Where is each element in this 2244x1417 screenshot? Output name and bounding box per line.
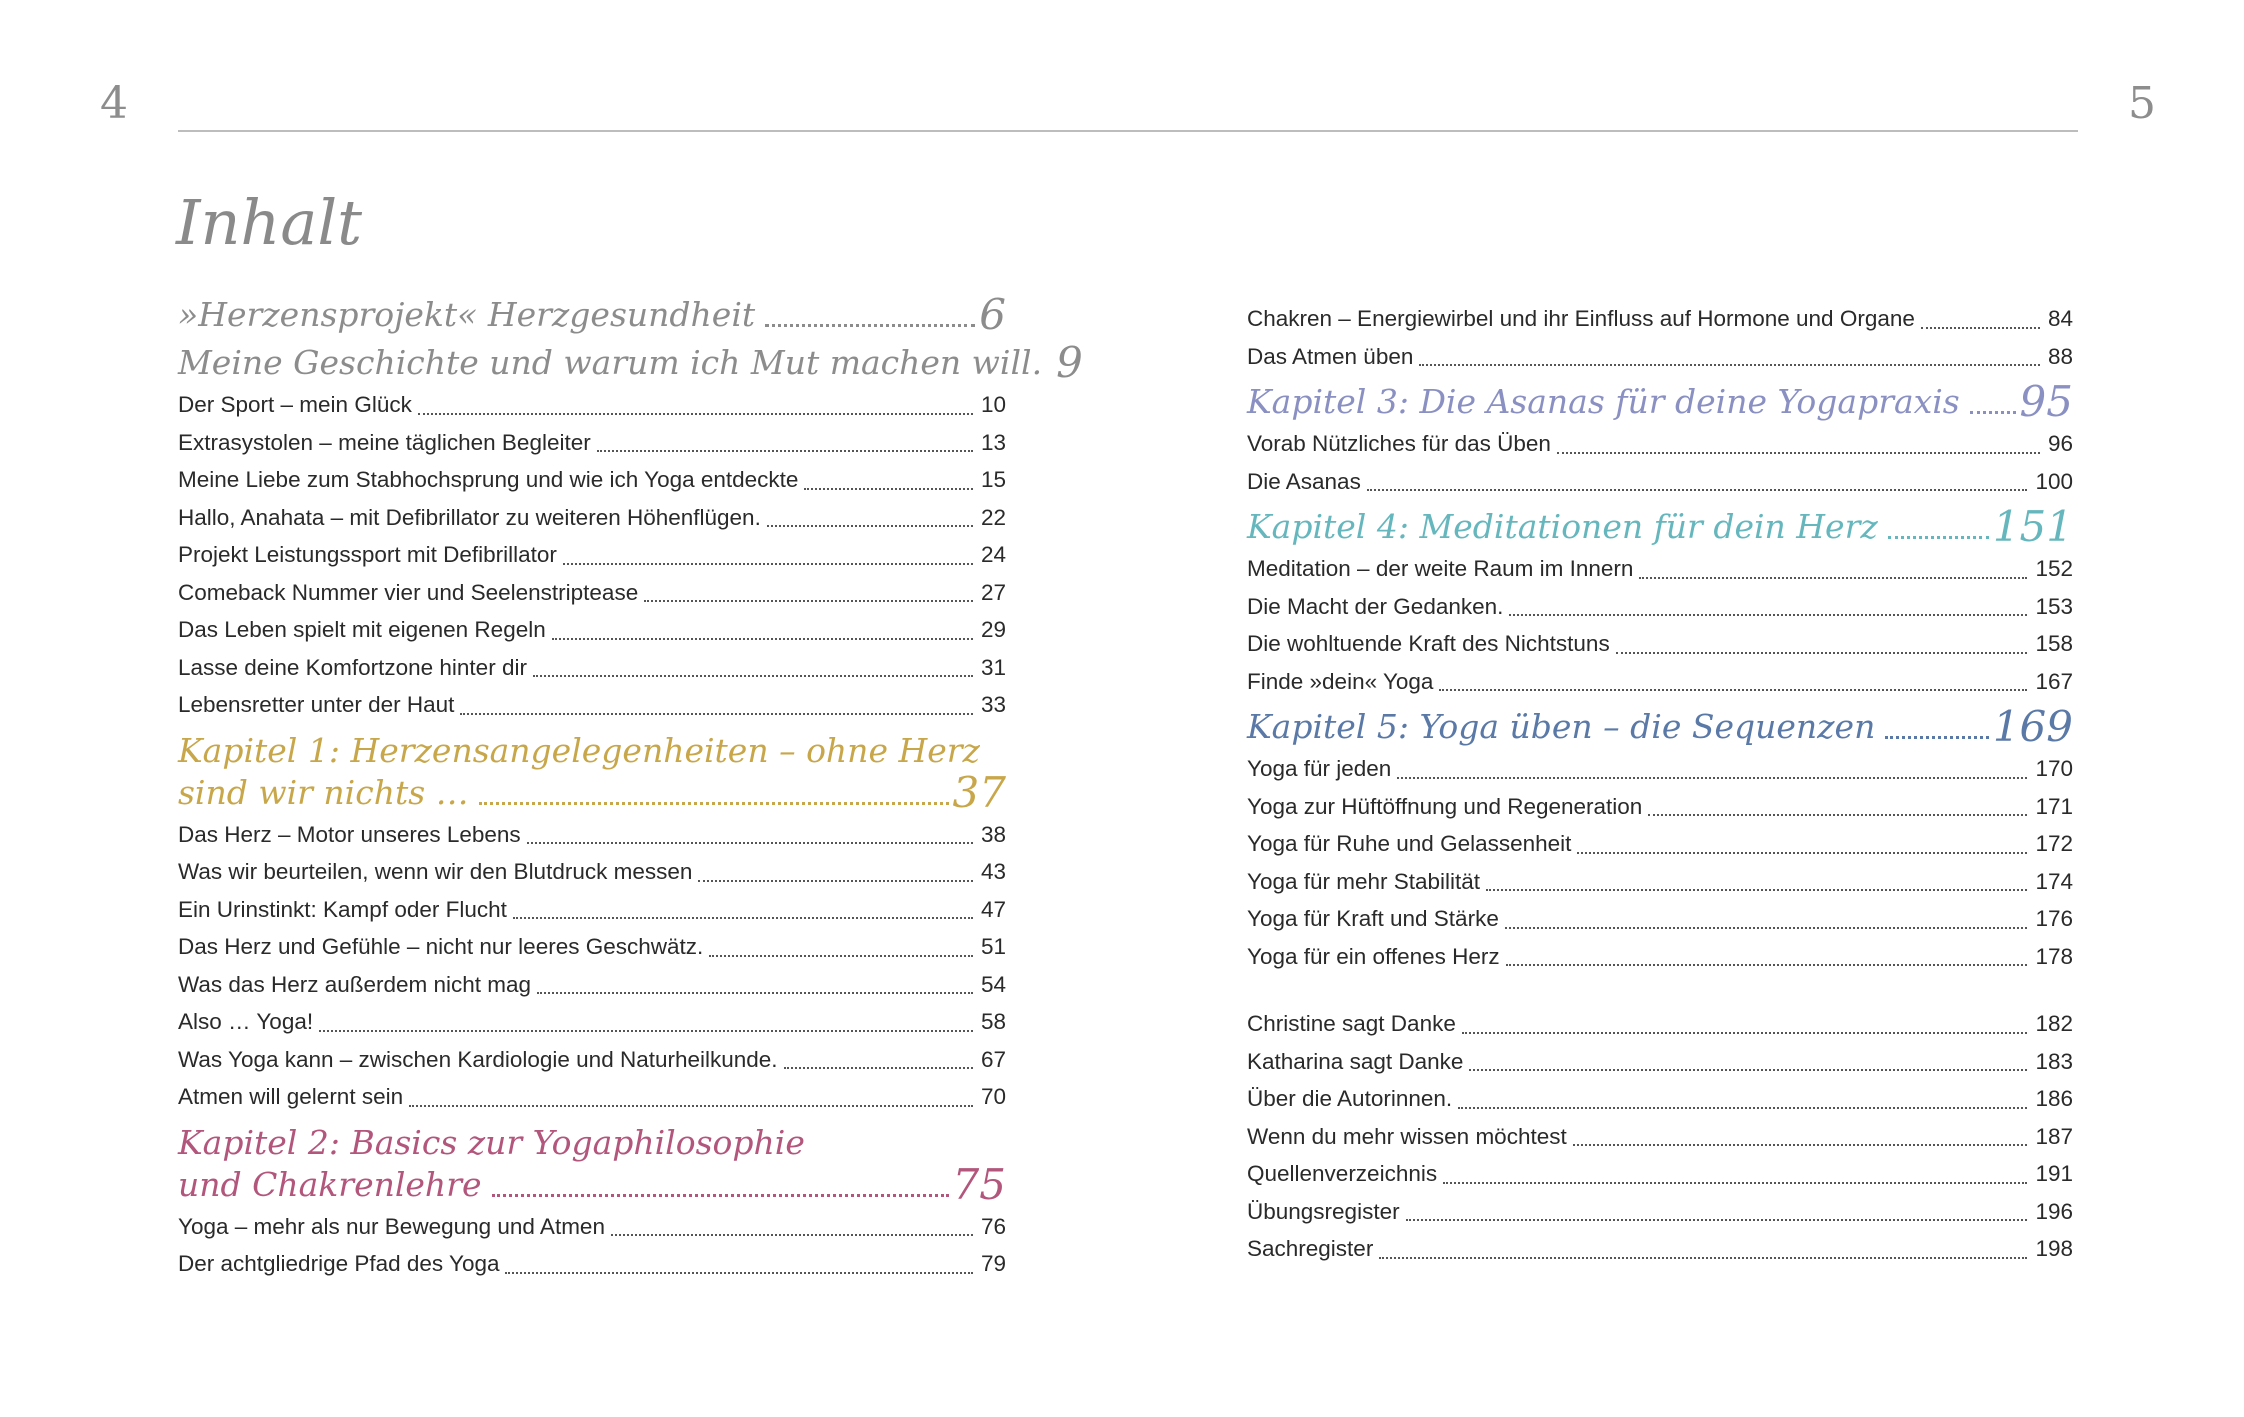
entry-page-number: 186 — [2035, 1086, 2073, 1111]
entry-title: Die wohltuende Kraft des Nichtstuns — [1247, 631, 1610, 656]
entry-title: Über die Autorinnen. — [1247, 1086, 1453, 1111]
dot-leader — [409, 1105, 973, 1107]
chapter-title: Kapitel 4: Meditationen für dein Herz — [1247, 507, 1878, 546]
dot-leader — [1557, 452, 2040, 454]
entry-page-number: 196 — [2035, 1198, 2073, 1224]
entry-page-number: 33 — [980, 692, 1006, 717]
dot-leader — [319, 1030, 973, 1032]
section-spacer — [1247, 975, 2073, 1005]
toc-entry[interactable] — [178, 928, 1006, 966]
toc-entry[interactable] — [1247, 300, 2073, 338]
entry-page-number: 79 — [980, 1251, 1006, 1276]
entry-page-number: 84 — [2047, 306, 2073, 331]
dot-leader — [1888, 536, 1989, 539]
toc-entry[interactable] — [1247, 1230, 2073, 1268]
dot-leader — [1616, 652, 2028, 654]
entry-page-number: 27 — [980, 579, 1006, 605]
dot-leader — [1921, 327, 2040, 329]
entry-title: Das Atmen üben — [1247, 343, 1414, 369]
dot-leader — [1573, 1144, 2028, 1146]
dot-leader — [1506, 964, 2028, 966]
toc-entry[interactable] — [1247, 625, 2073, 663]
chapter-heading[interactable] — [178, 338, 1083, 387]
entry-title: Projekt Leistungssport mit Defibrillator — [178, 542, 557, 567]
entry-page-number: 88 — [2047, 343, 2073, 369]
chapter-heading[interactable] — [178, 290, 1006, 339]
toc-entry[interactable] — [1247, 1193, 2073, 1231]
chapter-title: »Herzensprojekt« Herzgesundheit — [178, 295, 756, 334]
entry-page-number: 38 — [980, 821, 1006, 847]
entry-page-number: 15 — [980, 467, 1006, 492]
toc-entry[interactable] — [178, 686, 1006, 724]
entry-page-number: 10 — [980, 392, 1006, 417]
toc-entry[interactable] — [1247, 750, 2073, 788]
entry-title: Lasse deine Komfortzone hinter dir — [178, 654, 527, 680]
entry-page-number: 29 — [980, 617, 1006, 642]
entry-page-number: 158 — [2035, 631, 2073, 656]
chapter-title: Meine Geschichte und warum ich Mut machen will. — [178, 343, 1043, 382]
chapter-heading[interactable] — [1247, 702, 2073, 751]
chapter-page-number: 6 — [979, 290, 1006, 339]
dot-leader — [505, 1272, 972, 1274]
toc-entry[interactable] — [178, 386, 1006, 424]
entry-page-number: 171 — [2035, 793, 2073, 819]
toc-entry[interactable] — [178, 536, 1006, 574]
entry-page-number: 100 — [2035, 468, 2073, 494]
dot-leader — [1885, 736, 1989, 739]
toc-column-right — [1247, 300, 2073, 1268]
entry-page-number: 58 — [980, 1009, 1006, 1034]
dot-leader — [1505, 927, 2028, 929]
entry-page-number: 152 — [2035, 556, 2073, 581]
toc-entry[interactable] — [178, 816, 1006, 854]
dot-leader — [1419, 364, 2040, 366]
toc-entry[interactable] — [178, 1208, 1006, 1246]
toc-entry[interactable] — [178, 574, 1006, 612]
toc-entry[interactable] — [178, 891, 1006, 929]
toc-entry[interactable] — [1247, 1080, 2073, 1118]
chapter-page-number: 37 — [952, 767, 1006, 817]
entry-title: Yoga zur Hüftöffnung und Regeneration — [1247, 793, 1643, 819]
toc-entry[interactable] — [1247, 900, 2073, 938]
toc-entry[interactable] — [178, 424, 1006, 462]
entry-title: Übungsregister — [1247, 1198, 1400, 1224]
dot-leader — [765, 324, 975, 327]
toc-entry[interactable] — [178, 853, 1006, 891]
toc-entry[interactable] — [178, 966, 1006, 1004]
chapter-title-line-2: und Chakrenlehre — [178, 1164, 482, 1204]
entry-title: Was das Herz außerdem nicht mag — [178, 971, 532, 997]
toc-entry[interactable] — [1247, 863, 2073, 901]
dot-leader — [1486, 889, 2027, 891]
entry-title: Vorab Nützliches für das Üben — [1247, 431, 1551, 456]
chapter-page-number: 75 — [952, 1159, 1006, 1209]
page-number-right: 5 — [2128, 78, 2156, 129]
dot-leader — [537, 992, 973, 994]
chapter-heading[interactable] — [1247, 377, 2073, 426]
entry-title: Yoga – mehr als nur Bewegung und Atmen — [178, 1213, 605, 1239]
chapter-title: Kapitel 3: Die Asanas für deine Yogapraxis — [1247, 382, 1960, 421]
dot-leader — [1462, 1032, 2028, 1034]
entry-title: Quellenverzeichnis — [1247, 1161, 1438, 1186]
entry-title: Chakren – Energiewirbel und ihr Einfluss auf Hormone und Organe — [1247, 306, 1915, 331]
entry-title: Sachregister — [1247, 1236, 1374, 1261]
entry-title: Extrasystolen – meine täglichen Begleiter — [178, 429, 591, 455]
entry-title: Atmen will gelernt sein — [178, 1084, 404, 1109]
entry-title: Yoga für mehr Stabilität — [1247, 868, 1481, 894]
entry-title: Ein Urinstinkt: Kampf oder Flucht — [178, 896, 507, 922]
toc-entry[interactable] — [1247, 550, 2073, 588]
entry-title: Comeback Nummer vier und Seelenstriptease — [178, 579, 639, 605]
dot-leader — [804, 488, 973, 490]
chapter-title-line-2-row — [178, 1159, 1006, 1209]
entry-page-number: 13 — [980, 429, 1006, 455]
chapter-page-number: 169 — [1992, 702, 2073, 751]
dot-leader — [563, 563, 973, 565]
toc-entry[interactable] — [1247, 425, 2073, 463]
toc-entry[interactable] — [1247, 588, 2073, 626]
entry-page-number: 96 — [2047, 431, 2073, 456]
dot-leader — [479, 802, 949, 805]
entry-title: Was wir beurteilen, wenn wir den Blutdruck messen — [178, 859, 693, 884]
dot-leader — [418, 413, 973, 415]
chapter-heading[interactable] — [1247, 502, 2073, 551]
dot-leader — [1397, 777, 2027, 779]
toc-entry[interactable] — [1247, 825, 2073, 863]
entry-title: Yoga für ein offenes Herz — [1247, 943, 1500, 969]
entry-page-number: 153 — [2035, 593, 2073, 619]
dot-leader — [552, 638, 973, 640]
entry-title: Wenn du mehr wissen möchtest — [1247, 1123, 1567, 1149]
toc-entry[interactable] — [178, 1003, 1006, 1041]
entry-title: Christine sagt Danke — [1247, 1011, 1456, 1036]
entry-title: Meditation – der weite Raum im Innern — [1247, 556, 1634, 581]
toc-column-left — [178, 290, 1083, 1283]
entry-title: Finde »dein« Yoga — [1247, 668, 1434, 694]
entry-title: Das Leben spielt mit eigenen Regeln — [178, 617, 546, 642]
entry-page-number: 187 — [2035, 1123, 2073, 1149]
entry-title: Also … Yoga! — [178, 1009, 314, 1034]
entry-page-number: 198 — [2035, 1236, 2073, 1261]
entry-title: Der achtgliedrige Pfad des Yoga — [178, 1251, 500, 1276]
toc-entry[interactable] — [1247, 663, 2073, 701]
entry-page-number: 167 — [2035, 668, 2073, 694]
entry-title: Lebensretter unter der Haut — [178, 692, 455, 717]
entry-page-number: 183 — [2035, 1048, 2073, 1074]
chapter-page-number: 9 — [1056, 338, 1083, 387]
dot-leader — [784, 1067, 973, 1069]
toc-entry[interactable] — [1247, 1043, 2073, 1081]
dot-leader — [533, 675, 973, 677]
toc-entry[interactable] — [178, 1245, 1006, 1283]
toc-entry[interactable] — [1247, 1155, 2073, 1193]
toc-entry[interactable] — [1247, 463, 2073, 501]
entry-title: Katharina sagt Danke — [1247, 1048, 1464, 1074]
dot-leader — [1443, 1182, 2027, 1184]
toc-entry[interactable] — [1247, 788, 2073, 826]
entry-title: Die Asanas — [1247, 468, 1361, 494]
dot-leader — [492, 1194, 949, 1197]
dot-leader — [513, 917, 973, 919]
dot-leader — [1367, 489, 2028, 491]
entry-title: Yoga für Kraft und Stärke — [1247, 906, 1499, 931]
entry-page-number: 182 — [2035, 1011, 2073, 1036]
entry-page-number: 24 — [980, 542, 1006, 567]
entry-page-number: 70 — [980, 1084, 1006, 1109]
header-rule — [178, 130, 2078, 132]
entry-title: Was Yoga kann – zwischen Kardiologie und Naturheilkunde. — [178, 1046, 778, 1072]
chapter-heading[interactable] — [178, 1122, 1006, 1209]
chapter-page-number: 95 — [2019, 377, 2073, 426]
entry-page-number: 51 — [980, 934, 1006, 959]
entry-page-number: 43 — [980, 859, 1006, 884]
entry-page-number: 31 — [980, 654, 1006, 680]
entry-title: Das Herz und Gefühle – nicht nur leeres Geschwätz. — [178, 934, 704, 959]
chapter-title-line-1: Kapitel 1: Herzensangelegenheiten – ohne Herz — [178, 730, 980, 770]
toc-entry[interactable] — [178, 461, 1006, 499]
dot-leader — [1439, 689, 2027, 691]
toc-entry[interactable] — [178, 649, 1006, 687]
dot-leader — [698, 880, 973, 882]
entry-title: Hallo, Anahata – mit Defibrillator zu weiteren Höhenflügen. — [178, 504, 761, 530]
toc-entry[interactable] — [1247, 1005, 2073, 1043]
dot-leader — [527, 842, 973, 844]
toc-entry[interactable] — [1247, 338, 2073, 376]
chapter-title: Kapitel 5: Yoga üben – die Sequenzen — [1247, 707, 1876, 746]
chapter-title-line-1: Kapitel 2: Basics zur Yogaphilosophie — [178, 1122, 805, 1162]
dot-leader — [1639, 577, 2027, 579]
dot-leader — [1469, 1069, 2027, 1071]
entry-title: Meine Liebe zum Stabhochsprung und wie ich Yoga entdeckte — [178, 467, 799, 492]
dot-leader — [1577, 852, 2027, 854]
entry-title: Das Herz – Motor unseres Lebens — [178, 821, 521, 847]
dot-leader — [1458, 1107, 2027, 1109]
toc-entry[interactable] — [178, 499, 1006, 537]
toc-entry[interactable] — [178, 1078, 1006, 1116]
entry-page-number: 67 — [980, 1046, 1006, 1072]
entry-page-number: 22 — [980, 504, 1006, 530]
page-number-left: 4 — [100, 78, 128, 129]
dot-leader — [597, 450, 973, 452]
entry-page-number: 47 — [980, 896, 1006, 922]
toc-entry[interactable] — [178, 1041, 1006, 1079]
chapter-heading[interactable] — [178, 730, 1006, 817]
dot-leader — [460, 713, 973, 715]
entry-title: Der Sport – mein Glück — [178, 392, 412, 417]
dot-leader — [767, 525, 973, 527]
dot-leader — [1648, 814, 2027, 816]
dot-leader — [644, 600, 973, 602]
entry-page-number: 191 — [2035, 1161, 2073, 1186]
dot-leader — [709, 955, 973, 957]
chapter-title-line-2: sind wir nichts … — [178, 772, 469, 812]
entry-page-number: 170 — [2035, 756, 2073, 781]
toc-title: Inhalt — [176, 186, 363, 259]
chapter-page-number: 151 — [1992, 502, 2073, 551]
entry-page-number: 178 — [2035, 943, 2073, 969]
entry-title: Die Macht der Gedanken. — [1247, 593, 1504, 619]
dot-leader — [1406, 1219, 2028, 1221]
entry-page-number: 172 — [2035, 831, 2073, 856]
entry-page-number: 54 — [980, 971, 1006, 997]
toc-entry[interactable] — [1247, 1118, 2073, 1156]
dot-leader — [1379, 1257, 2027, 1259]
dot-leader — [1970, 411, 2016, 414]
toc-entry[interactable] — [178, 611, 1006, 649]
toc-entry[interactable] — [1247, 938, 2073, 976]
chapter-title-line-2-row — [178, 767, 1006, 817]
entry-page-number: 76 — [980, 1213, 1006, 1239]
dot-leader — [611, 1234, 973, 1236]
entry-page-number: 176 — [2035, 906, 2073, 931]
entry-title: Yoga für jeden — [1247, 756, 1392, 781]
entry-page-number: 174 — [2035, 868, 2073, 894]
dot-leader — [1509, 614, 2027, 616]
entry-title: Yoga für Ruhe und Gelassenheit — [1247, 831, 1572, 856]
